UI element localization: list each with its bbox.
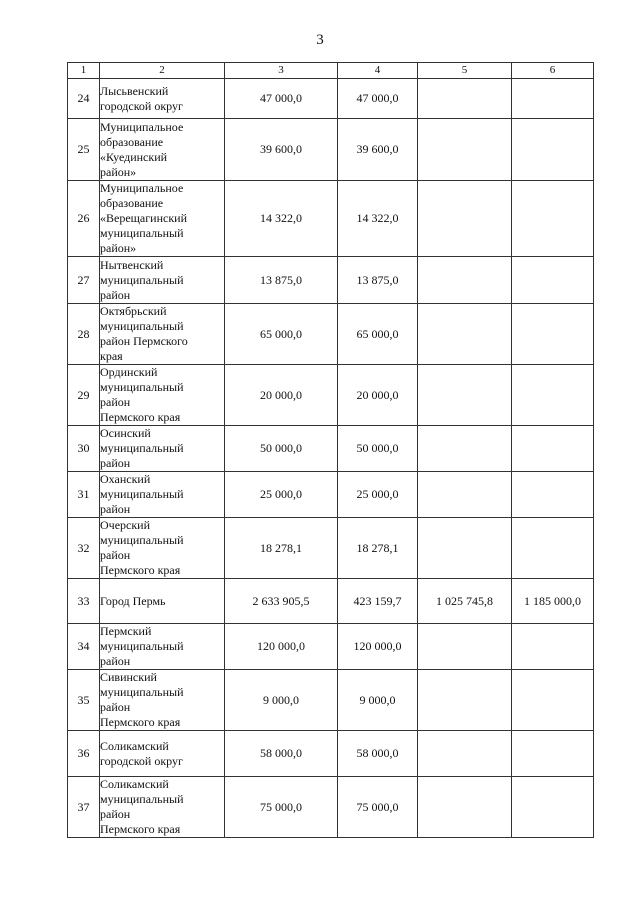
municipality-name (100, 426, 225, 472)
amount-c4: 20 000,0 (338, 365, 418, 426)
table-row (68, 624, 594, 670)
row-number: 25 (68, 119, 100, 181)
municipality-name (100, 257, 225, 304)
amount-c5 (418, 777, 512, 838)
row-number: 36 (68, 731, 100, 777)
page-number: 3 (316, 32, 324, 48)
row-number: 28 (68, 304, 100, 365)
amount-c5 (418, 304, 512, 365)
municipality-name-line: муниципальный (100, 792, 184, 806)
municipality-name-line: Ординский (100, 365, 158, 379)
amount-c5 (418, 426, 512, 472)
table-row (68, 365, 594, 426)
municipality-name-line: район (100, 700, 131, 714)
municipality-name-line: район (100, 456, 131, 470)
municipality-name (100, 670, 225, 731)
amount-c5 (418, 365, 512, 426)
amount-c4: 18 278,1 (338, 518, 418, 579)
amount-c4: 47 000,0 (338, 79, 418, 119)
municipality-name-line: муниципальный (100, 380, 184, 394)
amount-c6 (512, 731, 594, 777)
amount-c6 (512, 518, 594, 579)
amount-c3: 58 000,0 (225, 731, 338, 777)
column-header: 6 (512, 63, 594, 79)
column-header: 1 (68, 63, 100, 79)
row-number: 30 (68, 426, 100, 472)
column-header: 2 (100, 63, 225, 79)
municipality-name-line: район (100, 807, 131, 821)
amount-c4: 9 000,0 (338, 670, 418, 731)
municipality-name-line: Очерский (100, 518, 151, 532)
amount-c4: 58 000,0 (338, 731, 418, 777)
municipality-name-line: район (100, 395, 131, 409)
amount-c6 (512, 365, 594, 426)
municipality-name-line: Лысьвенский (100, 83, 169, 98)
amount-c3: 9 000,0 (225, 670, 338, 731)
amount-c6: 1 185 000,0 (512, 579, 594, 624)
amount-c4: 423 159,7 (338, 579, 418, 624)
amount-c5 (418, 119, 512, 181)
table-row (68, 670, 594, 731)
row-number: 35 (68, 670, 100, 731)
municipality-name-line: Нытвенский (100, 257, 164, 272)
amount-c5 (418, 624, 512, 670)
amount-c3: 65 000,0 (225, 304, 338, 365)
amount-c3: 18 278,1 (225, 518, 338, 579)
municipality-name (100, 731, 225, 777)
table-row (68, 304, 594, 365)
table-row (68, 731, 594, 777)
amount-c3: 13 875,0 (225, 257, 338, 304)
municipality-name-line: Пермского края (100, 410, 181, 424)
table-row (68, 426, 594, 472)
amount-c5 (418, 181, 512, 257)
table-row (68, 181, 594, 257)
municipality-name-line: городской округ (100, 98, 183, 113)
amount-c4: 39 600,0 (338, 119, 418, 181)
municipality-name-line: муниципальный (100, 272, 184, 287)
amount-c3: 2 633 905,5 (225, 579, 338, 624)
municipality-name-line: район (100, 287, 131, 302)
row-number: 24 (68, 79, 100, 119)
municipality-name-line: район (100, 502, 131, 516)
municipality-name-line: Пермский (100, 624, 152, 638)
amount-c4: 50 000,0 (338, 426, 418, 472)
table-row (68, 777, 594, 838)
amount-c3: 14 322,0 (225, 181, 338, 257)
row-number: 27 (68, 257, 100, 304)
municipality-name-line: Муниципальное (100, 181, 184, 195)
municipality-name-line: муниципальный (100, 319, 184, 333)
municipality-name (100, 777, 225, 838)
column-header: 5 (418, 63, 512, 79)
table-row (68, 257, 594, 304)
municipality-name (100, 472, 225, 518)
amount-c5 (418, 731, 512, 777)
table-row (68, 119, 594, 181)
amount-c3: 47 000,0 (225, 79, 338, 119)
municipality-name-line: образование (100, 134, 164, 149)
amount-c3: 25 000,0 (225, 472, 338, 518)
amount-c6 (512, 181, 594, 257)
amount-c6 (512, 119, 594, 181)
amount-c5 (418, 257, 512, 304)
amount-c5 (418, 79, 512, 119)
municipality-name-line: Октябрьский (100, 304, 167, 318)
municipality-name-line: «Верещагинский (100, 211, 187, 225)
municipality-name (100, 304, 225, 365)
municipality-name-line: муниципальный (100, 685, 184, 699)
amount-c6 (512, 670, 594, 731)
column-header: 3 (225, 63, 338, 79)
municipality-name-line: Соликамский (100, 777, 169, 791)
municipality-name-line: муниципальный (100, 533, 184, 547)
row-number: 26 (68, 181, 100, 257)
row-number: 37 (68, 777, 100, 838)
row-number: 34 (68, 624, 100, 670)
municipality-name-line: район (100, 654, 131, 668)
table-body (68, 63, 594, 838)
amount-c5 (418, 472, 512, 518)
table-row (68, 79, 594, 119)
municipality-name (100, 518, 225, 579)
table-row (68, 579, 594, 624)
amount-c3: 50 000,0 (225, 426, 338, 472)
column-header: 4 (338, 63, 418, 79)
amount-c6 (512, 257, 594, 304)
amount-c4: 13 875,0 (338, 257, 418, 304)
municipality-name-line: Сивинский (100, 670, 157, 684)
amount-c5: 1 025 745,8 (418, 579, 512, 624)
municipality-name-line: муниципальный (100, 639, 184, 653)
budget-table (67, 62, 594, 838)
municipality-name-line: «Куединский (100, 149, 168, 164)
amount-c3: 39 600,0 (225, 119, 338, 181)
amount-c4: 25 000,0 (338, 472, 418, 518)
municipality-name (100, 79, 225, 119)
amount-c3: 75 000,0 (225, 777, 338, 838)
municipality-name-line: муниципальный (100, 487, 184, 501)
amount-c6 (512, 304, 594, 365)
municipality-name-line: Пермского края (100, 715, 181, 729)
municipality-name-line: район Пермского (100, 334, 188, 348)
municipality-name-line: район (100, 548, 131, 562)
amount-c6 (512, 624, 594, 670)
municipality-name-line: Муниципальное (100, 119, 184, 134)
municipality-name (100, 579, 225, 624)
municipality-name (100, 624, 225, 670)
municipality-name-line: городской округ (100, 753, 183, 768)
municipality-name-line: муниципальный (100, 226, 184, 240)
municipality-name-line: район» (100, 241, 137, 255)
municipality-name-line: муниципальный (100, 441, 184, 455)
amount-c4: 120 000,0 (338, 624, 418, 670)
amount-c4: 65 000,0 (338, 304, 418, 365)
municipality-name-line: Осинский (100, 426, 151, 440)
municipality-name (100, 181, 225, 257)
column-header-row (68, 63, 594, 79)
municipality-name-line: Соликамский (100, 738, 169, 753)
amount-c5 (418, 518, 512, 579)
municipality-name (100, 119, 225, 181)
table-row (68, 518, 594, 579)
municipality-name-line: Пермского края (100, 563, 181, 577)
municipality-name-line: Оханский (100, 472, 151, 486)
municipality-name-line: образование (100, 196, 164, 210)
amount-c4: 14 322,0 (338, 181, 418, 257)
amount-c6 (512, 79, 594, 119)
amount-c5 (418, 670, 512, 731)
amount-c4: 75 000,0 (338, 777, 418, 838)
municipality-name-line: район» (100, 164, 137, 179)
municipality-name (100, 365, 225, 426)
row-number: 32 (68, 518, 100, 579)
municipality-name-line: края (100, 349, 123, 363)
row-number: 29 (68, 365, 100, 426)
amount-c6 (512, 426, 594, 472)
amount-c6 (512, 472, 594, 518)
row-number: 33 (68, 579, 100, 624)
amount-c3: 120 000,0 (225, 624, 338, 670)
amount-c3: 20 000,0 (225, 365, 338, 426)
municipality-name-line: Пермского края (100, 822, 181, 836)
table-row (68, 472, 594, 518)
row-number: 31 (68, 472, 100, 518)
municipality-name-line: Город Пермь (100, 593, 166, 608)
amount-c6 (512, 777, 594, 838)
